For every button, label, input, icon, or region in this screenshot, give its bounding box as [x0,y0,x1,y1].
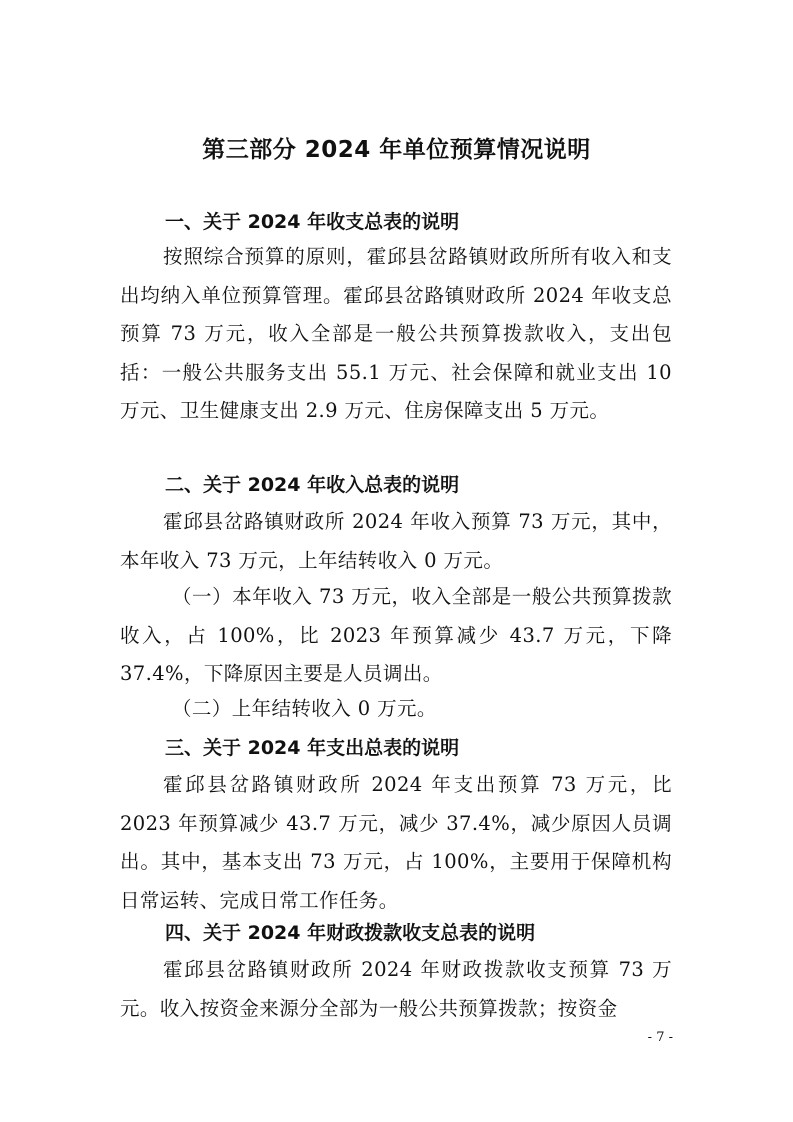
section-3-paragraph-1: 霍邱县岔路镇财政所 2024 年支出预算 73 万元，比 2023 年预算减少 43.7 万元，减少 37.4%，减少原因人员调出。其中，基本支出 73 万元，占 100%，主要用于保障机构日常运转、完成日常工作任务。 [120,773,672,912]
section-1-paragraph-1: 按照综合预算的原则，霍邱县岔路镇财政所所有收入和支出均纳入单位预算管理。霍邱县岔路镇财政所 2024 年收支总预算 73 万元，收入全部是一般公共预算拨款收入，支出包括：一般公共服务支出 55.1 万元、社会保障和就业支出 10 万元、卫生健康支出 2.9 万元、住房保障支出 5 万元。 [120,245,672,422]
section-heading-3: 三、关于 2024 年支出总表的说明 [165,737,460,759]
section-4-paragraph-1: 霍邱县岔路镇财政所 2024 年财政拨款收支预算 73 万元。收入按资金来源分全部为一般公共预算拨款；按资金 [120,958,672,1020]
section-2-paragraph-1: 霍邱县岔路镇财政所 2024 年收入预算 73 万元，其中，本年收入 73 万元，上年结转收入 0 万元。 [120,510,672,572]
section-2-paragraph-2: （一）本年收入 73 万元，收入全部是一般公共预算拨款收入，占 100%，比 2023 年预算减少 43.7 万元，下降 37.4%，下降原因主要是人员调出。 [120,585,672,685]
section-heading-2: 二、关于 2024 年收入总表的说明 [165,474,460,496]
section-heading-4: 四、关于 2024 年财政拨款收支总表的说明 [165,922,536,944]
section-heading-1: 一、关于 2024 年收支总表的说明 [165,211,460,233]
page-number: - 7 - [647,1030,673,1045]
section-2-paragraph-3: （二）上年结转收入 0 万元。 [172,697,437,720]
page-title: 第三部分 2024 年单位预算情况说明 [202,137,591,163]
